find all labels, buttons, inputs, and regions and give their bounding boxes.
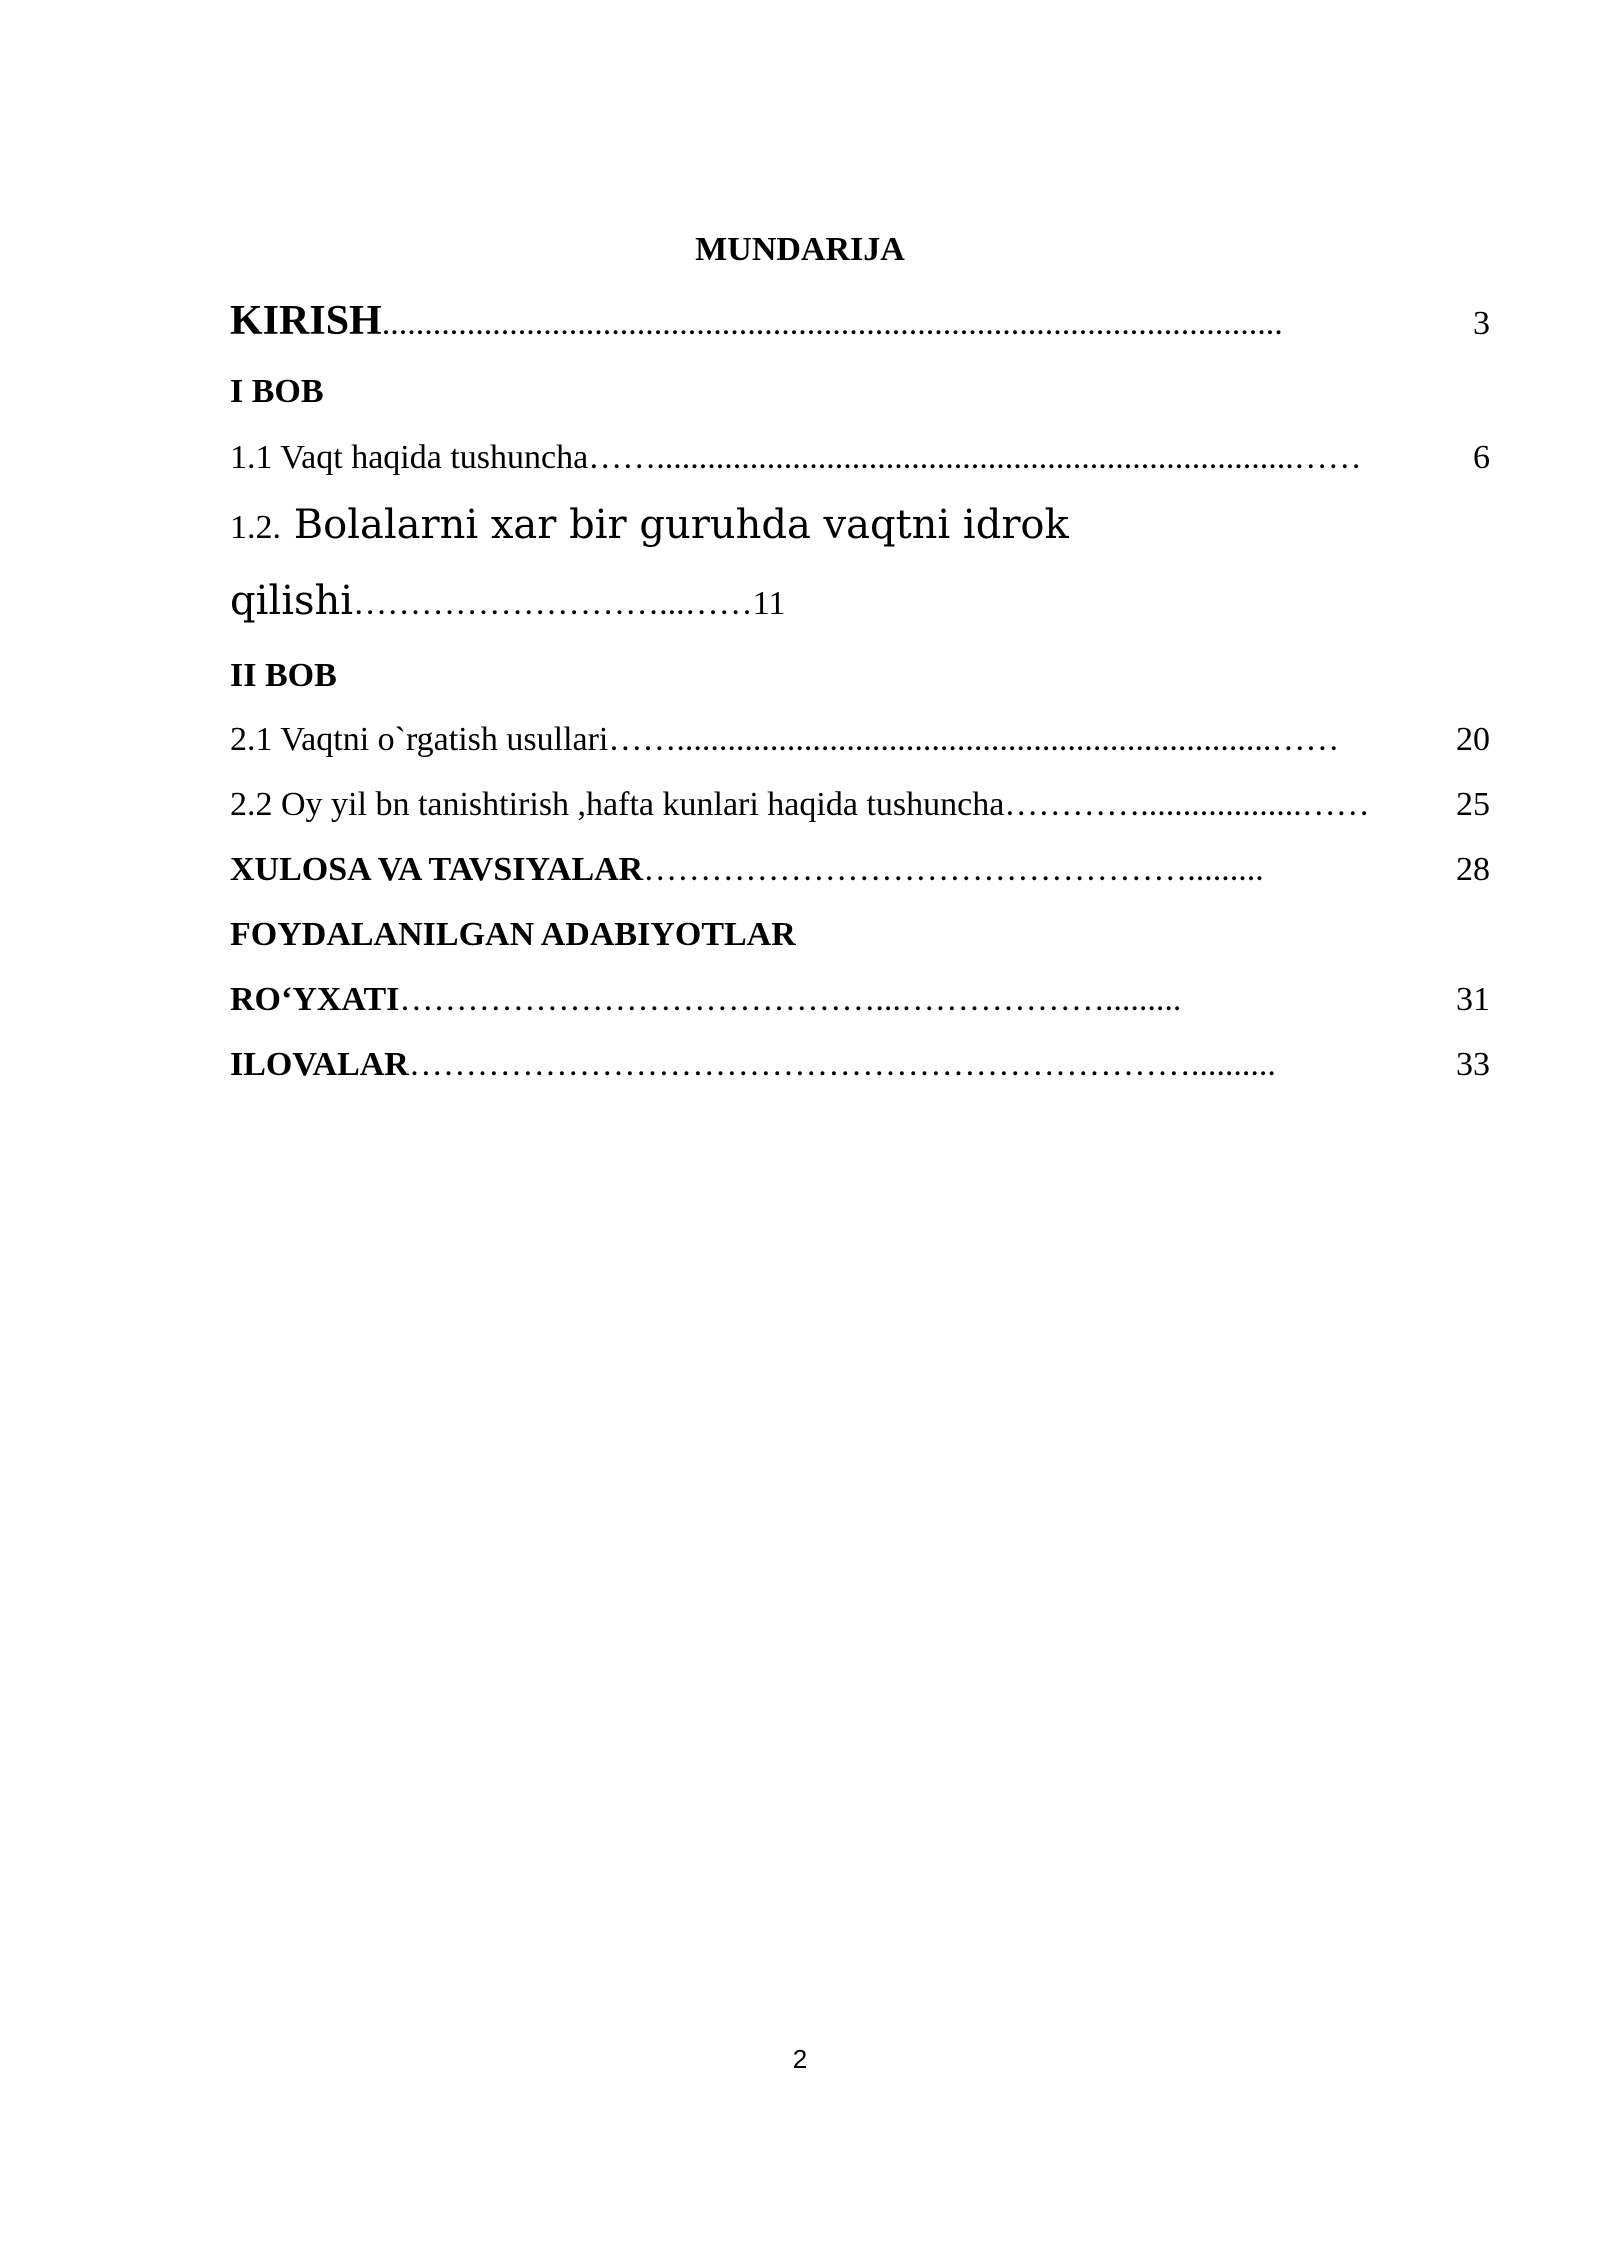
- toc-page-number: 33: [1456, 1046, 1490, 1083]
- toc-page-number: 6: [1473, 439, 1490, 476]
- toc-entry-xulosa: [230, 848, 1490, 892]
- toc-page-number: 11: [752, 585, 786, 622]
- toc-entry-ilovalar: [230, 1043, 1490, 1087]
- toc-entry-kirish: [230, 294, 1490, 348]
- toc-leader-dots: ……………………………………………………………..........: [408, 1046, 1276, 1083]
- toc-entry-label: 2.2 Oy yil bn tanishtirish ,hafta kunlari haqida tushuncha: [230, 786, 1005, 823]
- page-number: 2: [792, 2044, 808, 2074]
- toc-leader-dots: ……...........................................................................……: [588, 439, 1362, 476]
- page-title: MUNDARIJA: [695, 231, 905, 268]
- toc-entry-prefix: 1.2.: [230, 509, 281, 546]
- toc-entry-label: RO‘YXATI: [230, 981, 400, 1018]
- toc-entry-label: 1.1 Vaqt haqida tushuncha: [230, 439, 589, 476]
- toc-page-number: 25: [1456, 786, 1490, 823]
- toc-page-number: 20: [1456, 721, 1490, 758]
- toc-leader-dots: ……………………………………...……………….........: [399, 981, 1182, 1018]
- toc-page-number: 3: [1473, 305, 1490, 342]
- toc-entry-1-2-line2: [230, 574, 785, 628]
- toc-entry-label: Bolalarni xar bir guruhda vaqtni idrok: [281, 502, 1069, 548]
- toc-entry-label: KIRISH: [230, 298, 382, 344]
- toc-chapter-heading: I BOB: [230, 373, 324, 410]
- toc-leader-dots: ………………………………………….........: [643, 851, 1264, 888]
- toc-entry-adabiyotlar-line2: [230, 978, 1490, 1022]
- toc-leader-dots: ..........................................................................................................: [381, 305, 1283, 342]
- toc-entry-label: XULOSA VA TAVSIYALAR: [230, 851, 644, 888]
- toc-leader-dots: …………...................……: [1004, 786, 1370, 823]
- toc-entry-label: ILOVALAR: [230, 1046, 409, 1083]
- toc-leader-dots: ……......................................................................……: [608, 721, 1340, 758]
- toc-leader-dots: ………………………...……: [353, 585, 753, 622]
- toc-page-number: 31: [1456, 981, 1490, 1018]
- toc-entry-2-2: [230, 783, 1490, 827]
- toc-page-number: 28: [1456, 851, 1490, 888]
- toc-chapter-heading: II BOB: [230, 657, 337, 694]
- toc-entry-2-1: [230, 718, 1490, 762]
- toc-entry-adabiyotlar-line1: FOYDALANILGAN ADABIYOTLAR: [230, 916, 796, 953]
- toc-entry-1-2-line1: [230, 498, 1069, 552]
- toc-entry-1-1: [230, 436, 1490, 480]
- toc-entry-label: qilishi: [230, 578, 354, 624]
- toc-entry-label: 2.1 Vaqtni o`rgatish usullari: [230, 721, 609, 758]
